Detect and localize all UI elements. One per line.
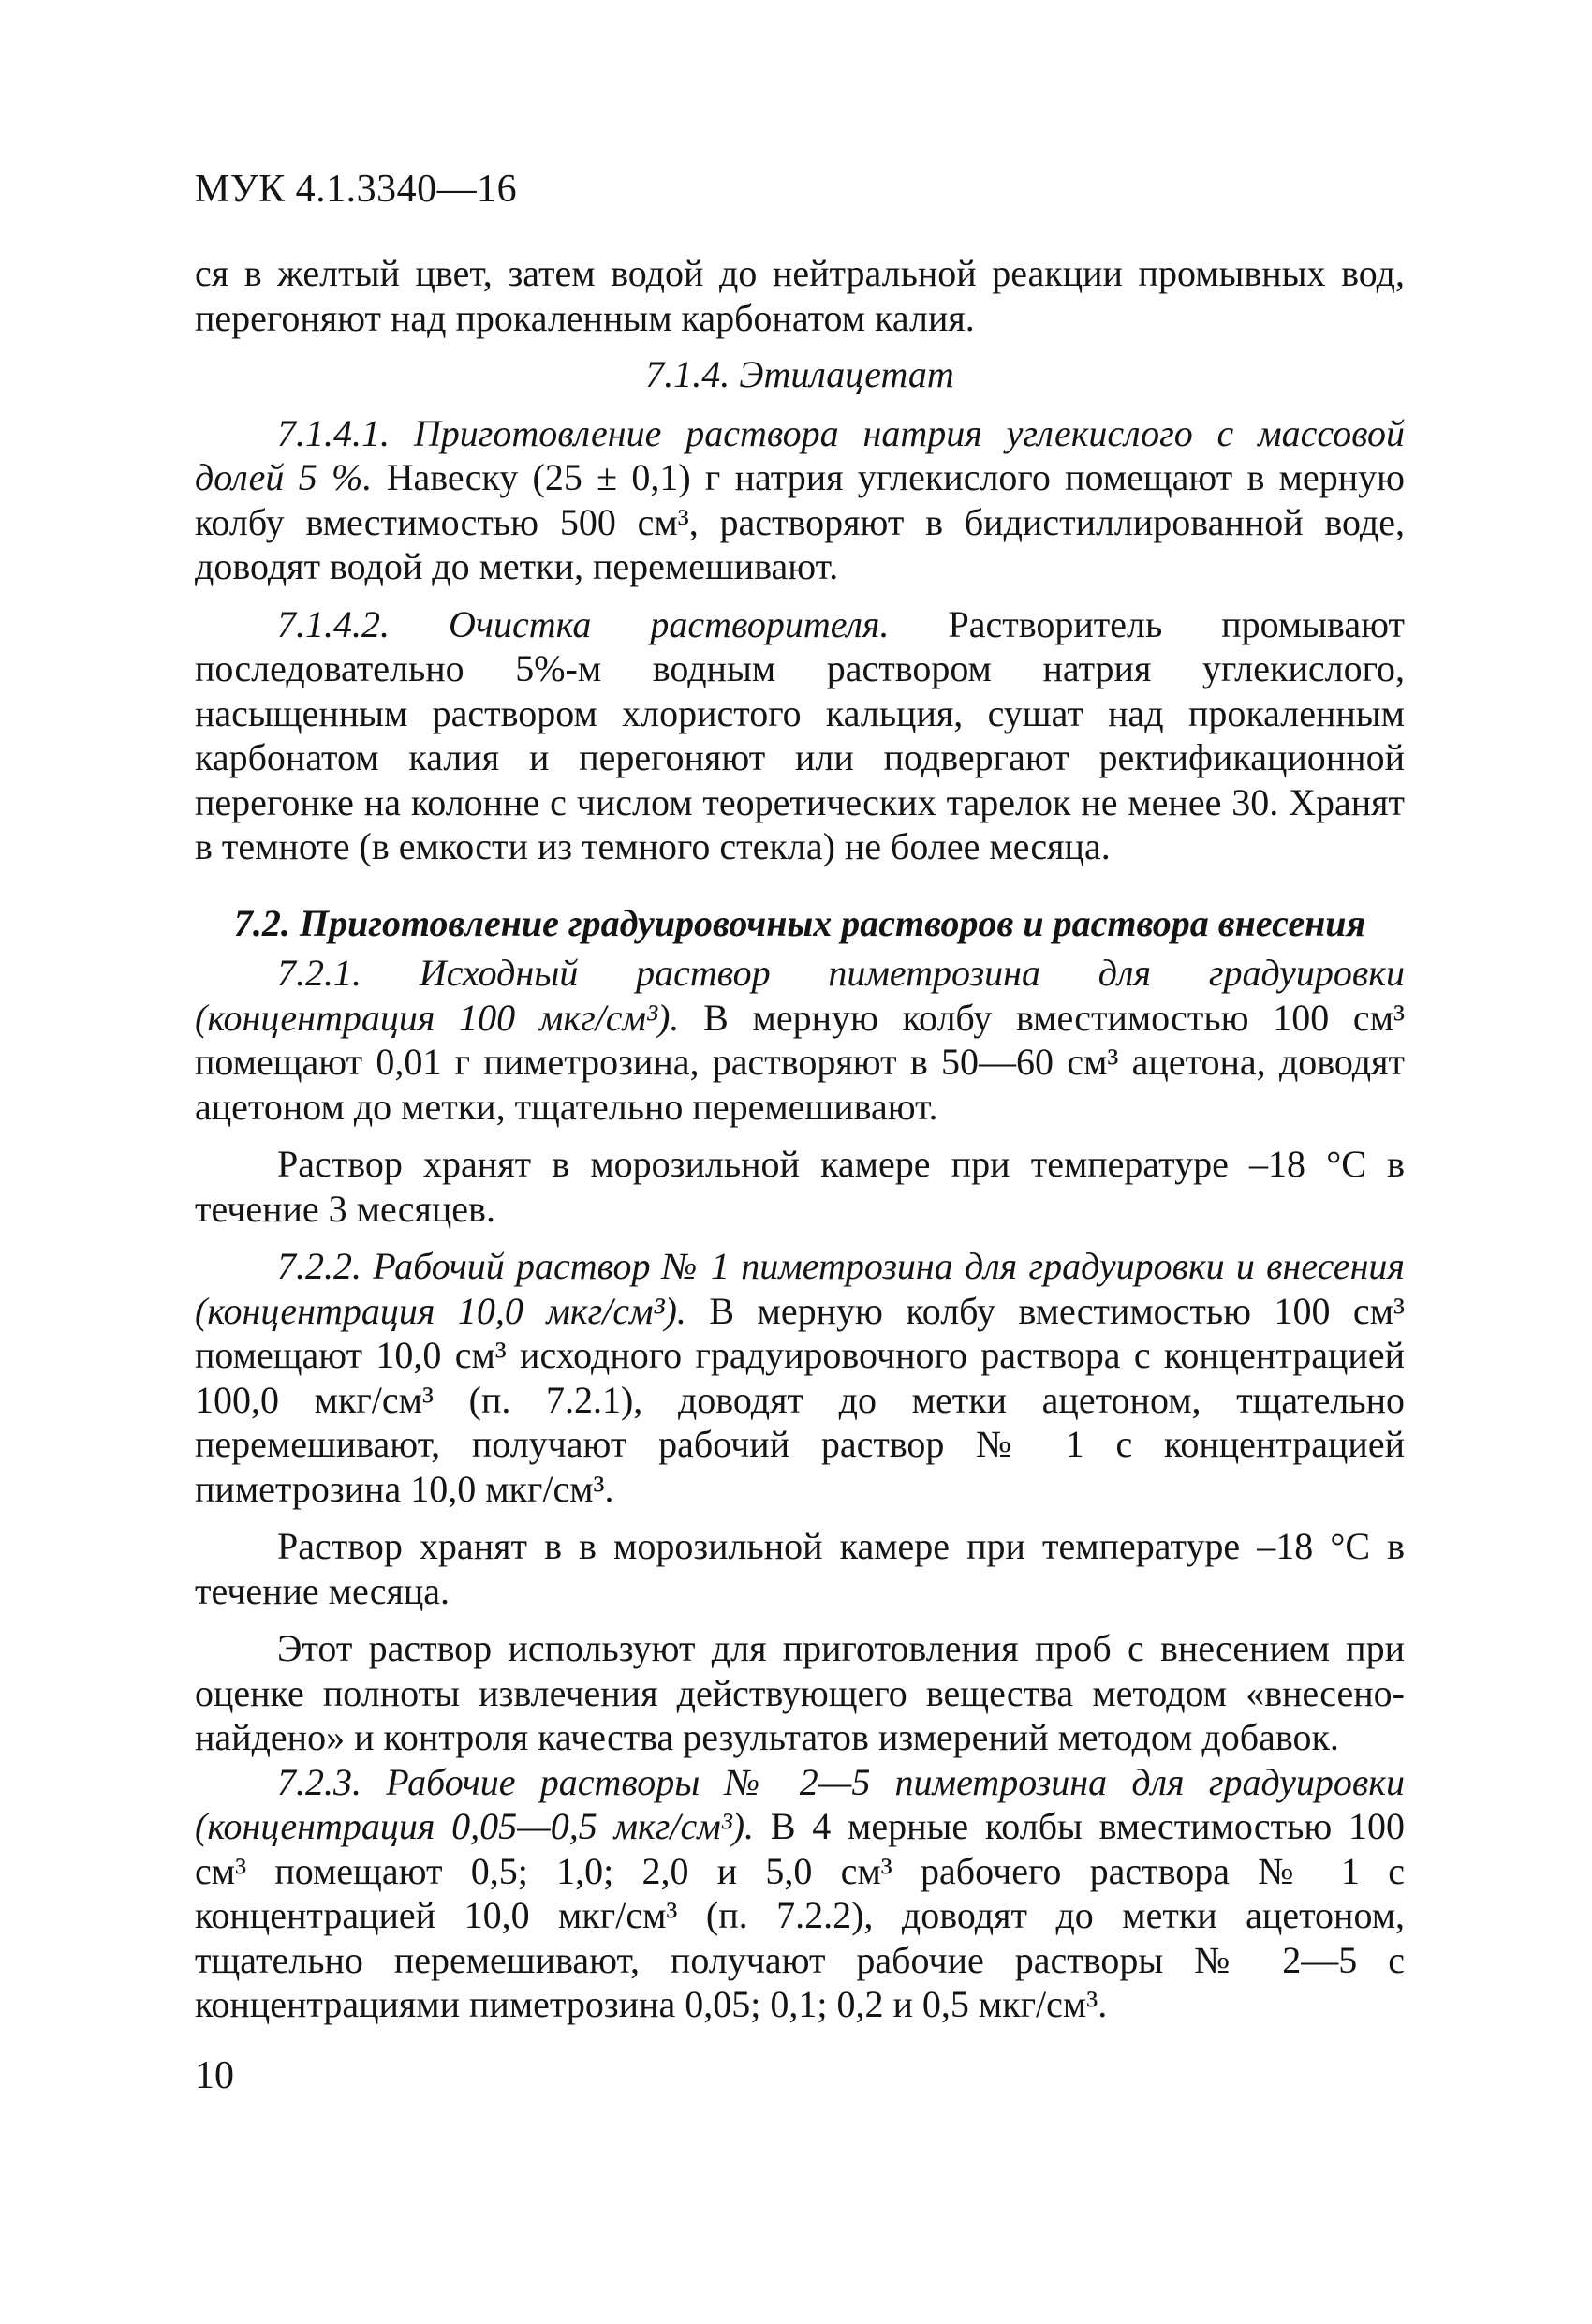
document-code: МУК 4.1.3340—16 <box>195 168 518 211</box>
paragraph-text: В мерную колбу вместимостью 100 см³ помещают 0,01 г пиметрозина, растворяют в 50—60 см³ ацетона, доводят ацетоном до метки, тщательно перемешивают. <box>195 996 1405 1128</box>
paragraph-7-2-1 <box>195 951 1405 1129</box>
paragraph-storage-7-2-1: Раствор хранят в морозильной камере при температуре –18 °С в течение 3 месяцев. <box>195 1143 1405 1230</box>
paragraph-title: 7.1.4.1. Приготовление раствора натрия углекислого с массовой долей 5 %. <box>195 411 1405 498</box>
paragraph-text: Растворитель промывают последовательно 5%-м водным раствором натрия углекислого, насыщенным раствором хлористого кальция, сушат над прокаленным карбонатом калия и перегоняют или подвергают ректификационной перегонке на колонне с числом теоретических тарелок не менее 30. Хранят в темноте (в емкости из темного стекла) не более месяца. <box>195 602 1405 867</box>
paragraph-7-2-3 <box>195 1760 1405 2027</box>
paragraph-text: В мерную колбу вместимостью 100 см³ помещают 10,0 см³ исходного градуировочного раствора с концентрацией 100,0 мкг/см³ (п. 7.2.1), доводят до метки ацетоном, тщательно перемешивают, получают рабочий раствор № 1 с концентрацией пиметрозина 10,0 мкг/см³. <box>195 1289 1405 1510</box>
paragraph-storage-7-2-2: Раствор хранят в в морозильной камере при температуре –18 °С в течение месяца. <box>195 1525 1405 1612</box>
paragraph-title: 7.2.3. Рабочие растворы № 2—5 пиметрозина для градуировки (концентрация 0,05—0,5 мкг/см³). <box>195 1760 1405 1847</box>
paragraph-title: 7.1.4.2. Очистка растворителя. <box>277 602 890 645</box>
paragraph-title: 7.2.2. Рабочий раствор № 1 пиметрозина для градуировки и внесения (концентрация 10,0 мкг/см³). <box>195 1245 1405 1332</box>
page-number: 10 <box>195 2054 234 2097</box>
continuation-paragraph: ся в желтый цвет, затем водой до нейтральной реакции промывных вод, перегоняют над прокаленным карбонатом калия. <box>195 252 1405 339</box>
subsection-heading-7-1-4: 7.1.4. Этилацетат <box>645 353 954 395</box>
paragraph-7-2-2 <box>195 1244 1405 1511</box>
paragraph-title: 7.2.1. Исходный раствор пиметрозина для градуировки (концентрация 100 мкг/см³). <box>195 952 1405 1039</box>
paragraph-7-1-4-2 <box>195 602 1405 869</box>
page-body <box>195 251 1405 2027</box>
paragraph-text: В 4 мерные колбы вместимостью 100 см³ помещают 0,5; 1,0; 2,0 и 5,0 см³ рабочего раствора № 1 с концентрацией 10,0 мкг/см³ (п. 7.2.2), доводят до метки ацетоном, тщательно перемешивают, получают рабочие растворы № 2—5 с концентрациями пиметрозина 0,05; 0,1; 0,2 и 0,5 мкг/см³. <box>195 1805 1406 2025</box>
paragraph-text: Навеску (25 ± 0,1) г натрия углекислого помещают в мерную колбу вместимостью 500 см³, растворяют в бидистиллированной воде, доводят водой до метки, перемешивают. <box>195 456 1405 587</box>
section-heading-7-2: 7.2. Приготовление градуировочных растворов и раствора внесения <box>233 901 1366 944</box>
paragraph-usage: Этот раствор используют для приготовления проб с внесением при оценке полноты извлечения действующего вещества методом «внесено-найдено» и контроля качества результатов измерений методом добавок. <box>195 1627 1405 1758</box>
paragraph-7-1-4-1 <box>195 411 1405 589</box>
